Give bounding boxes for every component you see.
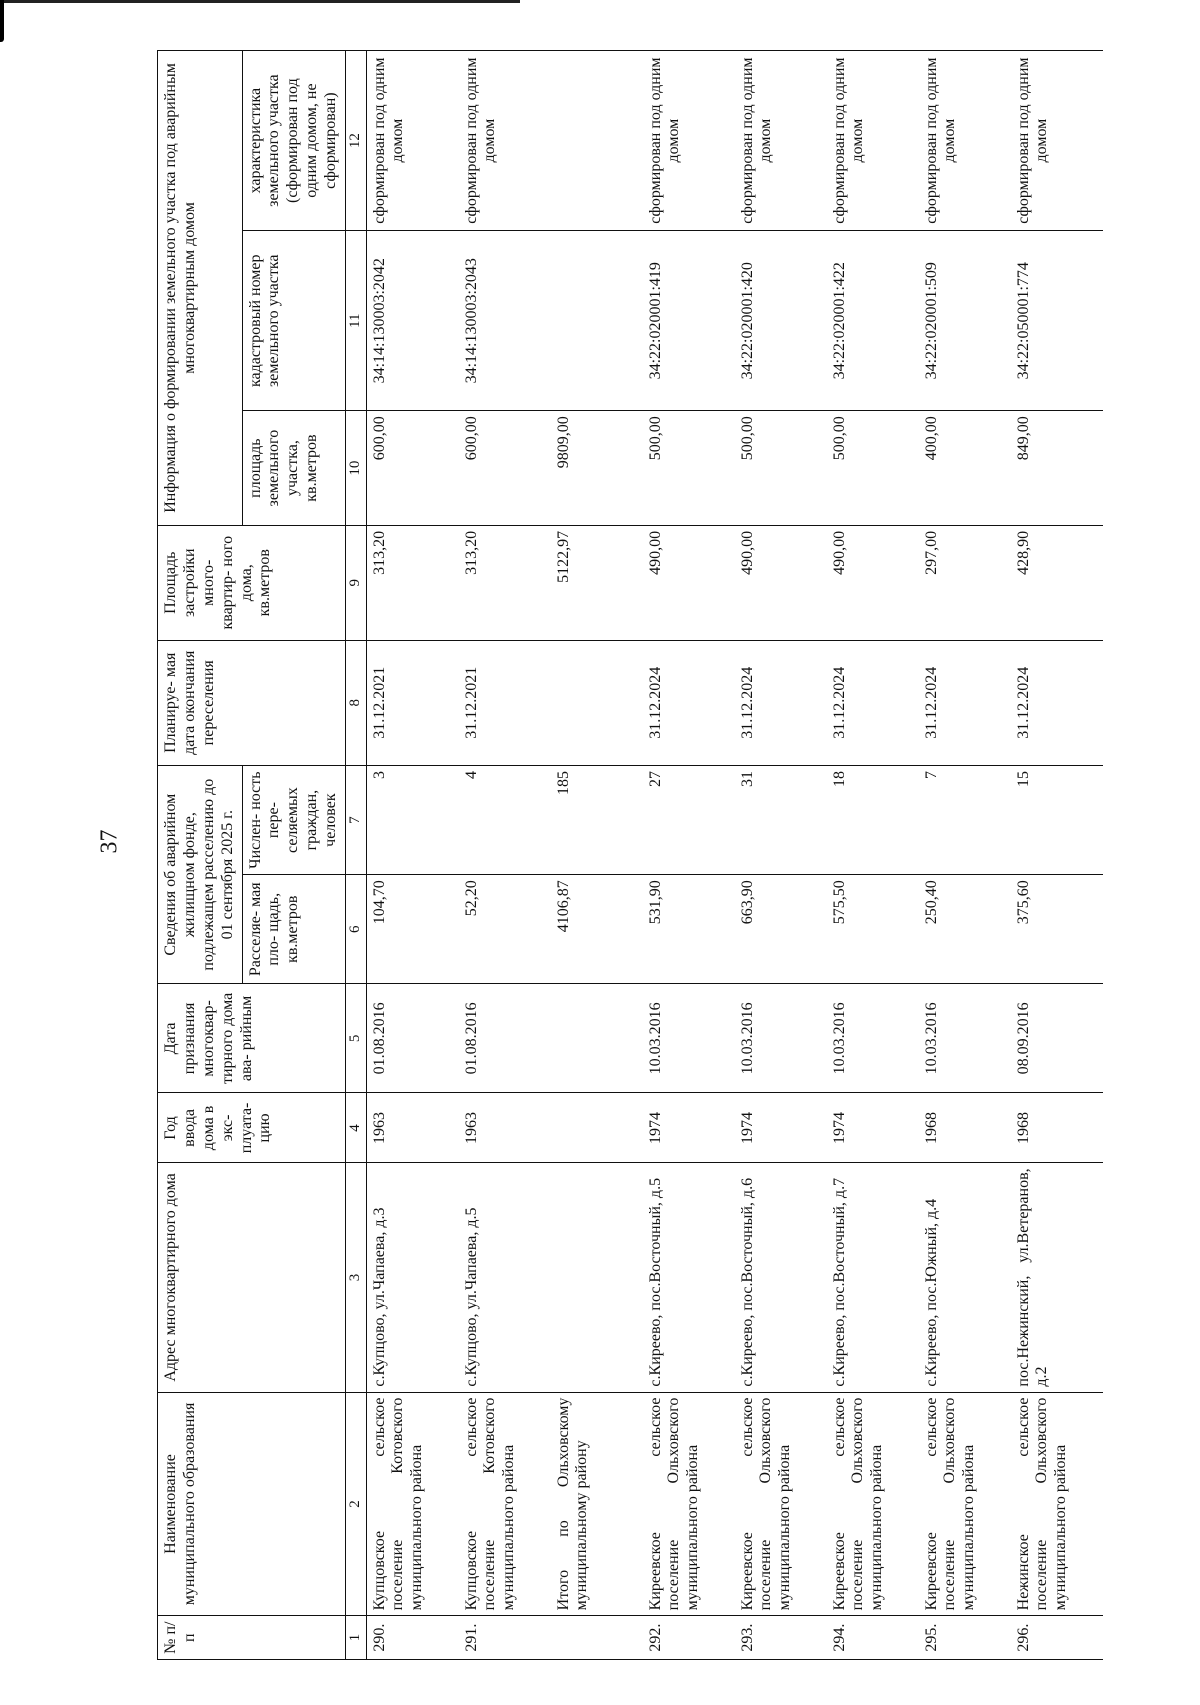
recognition-date-cell: 01.08.2016 <box>366 984 459 1093</box>
row-number-cell: 293. <box>735 1616 827 1660</box>
table-row <box>827 51 919 1660</box>
building-area-cell: 297,00 <box>919 525 1011 640</box>
cadastral-cell: 34:14:130003:2043 <box>459 231 551 411</box>
column-number: 11 <box>345 231 366 411</box>
emergency-housing-table <box>157 50 1103 1660</box>
cadastral-cell: 34:22:020001:420 <box>735 231 827 411</box>
cadastral-cell: 34:22:020001:422 <box>827 231 919 411</box>
address-cell <box>551 1163 643 1392</box>
characteristic-cell: сформирован под одним домом <box>459 51 551 231</box>
recognition-date-cell: 01.08.2016 <box>459 984 551 1093</box>
header-cadastral: кадастровый номер земельного участка <box>242 231 345 411</box>
cadastral-cell: 34:22:050001:774 <box>1011 231 1103 411</box>
building-area-cell: 428,90 <box>1011 525 1103 640</box>
year-cell: 1974 <box>735 1093 827 1163</box>
table-body <box>366 51 1103 1660</box>
table-row <box>366 51 459 1660</box>
address-cell: с.Киреево, пос.Восточный, д.5 <box>643 1163 735 1392</box>
header-resettled-people: Числен- ность пере- селяемых граждан, человек <box>242 766 345 875</box>
column-number: 3 <box>345 1163 366 1392</box>
planned-end-cell: 31.12.2021 <box>366 640 459 766</box>
municipality-cell: Нежинское сельское поселение Ольховского муниципального района <box>1011 1392 1103 1616</box>
building-area-cell: 5122,97 <box>551 525 643 640</box>
recognition-date-cell: 08.09.2016 <box>1011 984 1103 1093</box>
recognition-date-cell: 10.03.2016 <box>919 984 1011 1093</box>
address-cell: с.Киреево, пос.Южный, д.4 <box>919 1163 1011 1392</box>
column-number: 4 <box>345 1093 366 1163</box>
year-cell: 1968 <box>919 1093 1011 1163</box>
municipality-cell: Киреевское сельское поселение Ольховского муниципального района <box>827 1392 919 1616</box>
column-number: 10 <box>345 411 366 526</box>
header-planned-end: Планируе- мая дата окончания переселения <box>158 640 346 766</box>
header-address: Адрес многоквартирного дома <box>158 1163 346 1392</box>
resettled-area-cell: 104,70 <box>366 875 459 984</box>
building-area-cell: 490,00 <box>735 525 827 640</box>
characteristic-cell: сформирован под одним домом <box>735 51 827 231</box>
planned-end-cell: 31.12.2024 <box>919 640 1011 766</box>
cadastral-cell <box>551 231 643 411</box>
address-cell: пос.Нежинский, ул.Ветеранов, д.2 <box>1011 1163 1103 1392</box>
table-row <box>1011 51 1103 1660</box>
page-number: 37 <box>96 829 123 854</box>
row-number-cell <box>551 1616 643 1660</box>
year-cell: 1963 <box>459 1093 551 1163</box>
resettled-people-cell: 27 <box>643 766 735 875</box>
header-building-area: Площадь застройки много- квартир- ного дома, кв.метров <box>158 525 346 640</box>
table-row <box>643 51 735 1660</box>
resettled-area-cell: 575,50 <box>827 875 919 984</box>
resettled-people-cell: 7 <box>919 766 1011 875</box>
land-area-cell: 849,00 <box>1011 411 1103 526</box>
year-cell: 1974 <box>827 1093 919 1163</box>
row-number-cell: 296. <box>1011 1616 1103 1660</box>
municipality-cell: Итого по Ольховскому муниципальному району <box>551 1392 643 1616</box>
row-number-cell: 294. <box>827 1616 919 1660</box>
municipality-cell: Купцовское сельское поселение Котовского муниципального района <box>459 1392 551 1616</box>
resettled-people-cell: 185 <box>551 766 643 875</box>
planned-end-cell <box>551 640 643 766</box>
address-cell: с.Купцово, ул.Чапаева, д.3 <box>366 1163 459 1392</box>
building-area-cell: 490,00 <box>827 525 919 640</box>
recognition-date-cell: 10.03.2016 <box>827 984 919 1093</box>
resettled-people-cell: 3 <box>366 766 459 875</box>
row-number-cell: 290. <box>366 1616 459 1660</box>
table-row <box>735 51 827 1660</box>
characteristic-cell: сформирован под одним домом <box>1011 51 1103 231</box>
header-land-area: площадь земельного участка, кв.метров <box>242 411 345 526</box>
characteristic-cell: сформирован под одним домом <box>827 51 919 231</box>
header-no: № п/п <box>158 1616 346 1660</box>
municipality-cell: Киреевское сельское поселение Ольховского муниципального района <box>735 1392 827 1616</box>
column-number: 12 <box>345 51 366 231</box>
resettled-area-cell: 250,40 <box>919 875 1011 984</box>
column-number: 5 <box>345 984 366 1093</box>
land-area-cell: 9809,00 <box>551 411 643 526</box>
planned-end-cell: 31.12.2024 <box>643 640 735 766</box>
row-number-cell: 292. <box>643 1616 735 1660</box>
municipality-cell: Киреевское сельское поселение Ольховского муниципального района <box>919 1392 1011 1616</box>
land-area-cell: 500,00 <box>643 411 735 526</box>
resettled-area-cell: 531,90 <box>643 875 735 984</box>
resettled-people-cell: 15 <box>1011 766 1103 875</box>
land-area-cell: 500,00 <box>735 411 827 526</box>
year-cell <box>551 1093 643 1163</box>
municipality-cell: Купцовское сельское поселение Котовского муниципального района <box>366 1392 459 1616</box>
land-area-cell: 600,00 <box>459 411 551 526</box>
resettled-people-cell: 18 <box>827 766 919 875</box>
land-area-cell: 400,00 <box>919 411 1011 526</box>
header-land-group: Информация о формировании земельного участка под аварийным многоквартирным домом <box>158 51 243 526</box>
row-number-cell: 295. <box>919 1616 1011 1660</box>
planned-end-cell: 31.12.2024 <box>827 640 919 766</box>
column-number: 9 <box>345 525 366 640</box>
column-numbers-row <box>345 51 366 1660</box>
header-recognition-date: Дата признания многоквар- тирного дома ава- рийным <box>158 984 346 1093</box>
column-number: 7 <box>345 766 366 875</box>
cadastral-cell: 34:22:020001:509 <box>919 231 1011 411</box>
land-area-cell: 600,00 <box>366 411 459 526</box>
planned-end-cell: 31.12.2021 <box>459 640 551 766</box>
column-number: 8 <box>345 640 366 766</box>
column-number: 2 <box>345 1392 366 1616</box>
column-number: 6 <box>345 875 366 984</box>
header-row-1 <box>158 51 243 1660</box>
planned-end-cell: 31.12.2024 <box>735 640 827 766</box>
table-row <box>919 51 1011 1660</box>
municipality-cell: Киреевское сельское поселение Ольховского муниципального района <box>643 1392 735 1616</box>
recognition-date-cell: 10.03.2016 <box>735 984 827 1093</box>
header-emergency-group: Сведения об аварийном жилищном фонде, подлежащем расселению до 01 сентября 2025 г. <box>158 766 243 984</box>
resettled-area-cell: 663,90 <box>735 875 827 984</box>
characteristic-cell <box>551 51 643 231</box>
recognition-date-cell: 10.03.2016 <box>643 984 735 1093</box>
resettled-people-cell: 31 <box>735 766 827 875</box>
header-municipality: Наименование муниципального образования <box>158 1392 346 1616</box>
characteristic-cell: сформирован под одним домом <box>366 51 459 231</box>
cadastral-cell: 34:22:020001:419 <box>643 231 735 411</box>
row-number-cell: 291. <box>459 1616 551 1660</box>
header-resettled-area: Расселяе- мая пло- щадь, кв.метров <box>242 875 345 984</box>
table-row <box>551 51 643 1660</box>
year-cell: 1963 <box>366 1093 459 1163</box>
address-cell: с.Киреево, пос.Восточный, д.6 <box>735 1163 827 1392</box>
address-cell: с.Купцово, ул.Чапаева, д.5 <box>459 1163 551 1392</box>
building-area-cell: 490,00 <box>643 525 735 640</box>
resettled-area-cell: 52,20 <box>459 875 551 984</box>
recognition-date-cell <box>551 984 643 1093</box>
header-year: Год ввода дома в экс- плуата- цию <box>158 1093 346 1163</box>
building-area-cell: 313,20 <box>366 525 459 640</box>
table-row <box>459 51 551 1660</box>
cadastral-cell: 34:14:130003:2042 <box>366 231 459 411</box>
planned-end-cell: 31.12.2024 <box>1011 640 1103 766</box>
building-area-cell: 313,20 <box>459 525 551 640</box>
year-cell: 1968 <box>1011 1093 1103 1163</box>
year-cell: 1974 <box>643 1093 735 1163</box>
land-area-cell: 500,00 <box>827 411 919 526</box>
header-characteristic: характеристика земельного участка (сформирован под одним домом, не сформирован) <box>242 51 345 231</box>
resettled-area-cell: 375,60 <box>1011 875 1103 984</box>
address-cell: с.Киреево, пос.Восточный, д.7 <box>827 1163 919 1392</box>
characteristic-cell: сформирован под одним домом <box>643 51 735 231</box>
resettled-people-cell: 4 <box>459 766 551 875</box>
rotated-table-wrapper <box>157 50 1157 1660</box>
characteristic-cell: сформирован под одним домом <box>919 51 1011 231</box>
resettled-area-cell: 4106,87 <box>551 875 643 984</box>
column-number: 1 <box>345 1616 366 1660</box>
